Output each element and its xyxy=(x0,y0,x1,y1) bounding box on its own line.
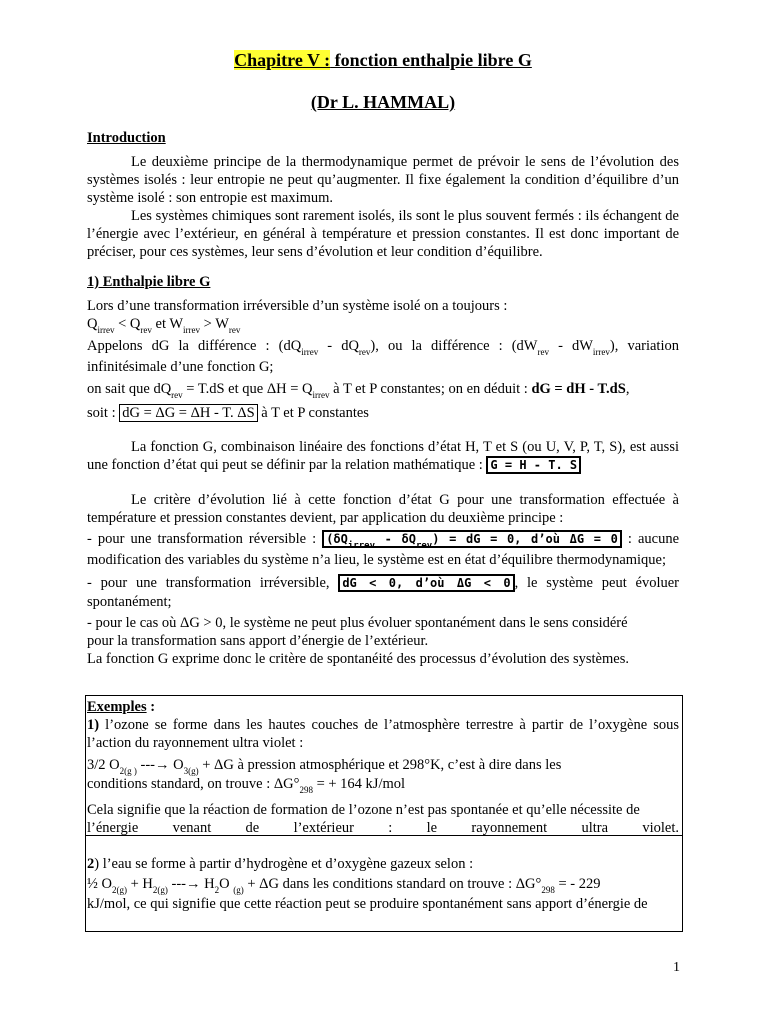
criteria-section xyxy=(87,491,679,668)
page-number: 1 xyxy=(673,960,680,975)
example-2-conclusion: kJ/mol, ce qui signifie que cette réaction peut se produire spontanément sans apport d’énergie de xyxy=(87,896,648,912)
positive-criterion-line-1: - pour le cas où ΔG > 0, le système ne peut plus évoluer spontanément dans le sens considéré xyxy=(87,615,628,631)
intro-paragraph-1: Le deuxième principe de la thermodynamique permet de prévoir le sens de l’évolution des systèmes isolés : leur entropie ne peut qu’augmenter. Il fixe également la condition d’équilibre d’un système isolé : son entropie est maximum. xyxy=(87,154,679,206)
section-1-heading: 1) Enthalpie libre G xyxy=(87,274,211,290)
intro-heading: Introduction xyxy=(87,130,166,146)
section-1-line-4: on sait que $dQ_{rev} = T.dS$ et que $\Delta H = Q_{irrev}$ à T et P constantes; on en déduit : dG = dH - T.dS, xyxy=(87,381,630,400)
g-definition-paragraph: La fonction G, combinaison linéaire des fonctions d’état H, T et S (ou U, V, P, T, S), est aussi une fonction d’état qui peut se définir par la relation mathématique : G = H - T. S xyxy=(87,439,679,473)
positive-criterion-line-2: pour la transformation sans apport d’énergie de l’extérieur. xyxy=(87,633,429,649)
chapter-name: fonction enthalpie libre G xyxy=(330,50,532,70)
example-1-equation: 3/2 $O_{2(g )}$ ---→ $O_{3(g)} + \Delta G$ à pression atmosphérique et 298°K, c’est à dire dans les xyxy=(87,757,562,776)
example-2 xyxy=(87,855,679,913)
example-2-equation: ½ $O_{2(g)} + H_{2(g)}$ ---→ $H_2O$ $_{(g)}$ + ΔG dans les conditions standard on trouve : $\Delta G^\circ_{298}$ = - 229 xyxy=(87,876,601,895)
reversible-box: $(\delta Q_{irrev} - \delta Q_{rev})$ = dG = 0, d’où ΔG = 0 xyxy=(322,530,622,548)
example-2-intro: 2) l’eau se forme à partir d’hydrogène et d’oxygène gazeux selon : xyxy=(87,856,474,872)
example-1-conclusion-2: l’énergie venant de l’extérieur : le rayonnement ultra violet. xyxy=(87,820,679,836)
g-definition-box: G = H - T. S xyxy=(486,456,581,474)
conclusion-line: La fonction G exprime donc le critère de spontanéité des processus d’évolution des systèmes. xyxy=(87,651,629,667)
example-1 xyxy=(87,698,679,837)
chapter-title xyxy=(87,50,679,71)
intro-paragraph-2: Les systèmes chimiques sont rarement isolés, ils sont le plus souvent fermés : ils échangent de l’énergie avec l’extérieur, en général à température et pression constantes. Il est donc important de préciser, pour ces systèmes, leur sens d’évolution et leur condition d’équilibre. xyxy=(87,208,679,260)
criteria-intro: Le critère d’évolution lié à cette fonction d’état G pour une transformation effectuée à température et pression constantes devient, par application du deuxième principe : xyxy=(87,492,679,526)
example-1-intro: 1) l’ozone se forme dans les hautes couches de l’atmosphère terrestre à partir de l’oxygène sous l’action du rayonnement ultra violet : xyxy=(87,717,679,751)
author-line: (Dr L. HAMMAL) xyxy=(310,92,456,112)
examples-heading-line: Exemples : xyxy=(87,699,156,715)
section-1 xyxy=(87,273,679,422)
irreversible-criterion: - pour une transformation irréversible, dG < 0, d’où ΔG < 0 , le système peut évoluer spontanément; xyxy=(87,575,679,610)
dg-relation: dG = dH - T.dS xyxy=(531,381,626,397)
chapter-label: Chapitre V : xyxy=(234,50,331,70)
intro-section xyxy=(87,129,679,261)
section-1-line-1: Lors d’une transformation irréversible d’un système isolé on a toujours : xyxy=(87,298,508,314)
section-1-line-3: Appelons dG la différence : $(dQ_{irrev} - dQ_{rev})$, ou la différence : $(dW_{rev} - dW_{irrev})$, variation infinitésimale d’une fonction G; xyxy=(87,338,679,375)
section-1-line-5: soit : dG = ΔG = ΔH - T. ΔS à T et P constantes xyxy=(87,405,369,421)
examples-heading: Exemples xyxy=(87,699,147,715)
reversible-criterion: - pour une transformation réversible : $(\delta Q_{irrev} - \delta Q_{rev})$ = dG = 0, d’où ΔG = 0 : aucune modification des variables du système n’a lieu, le système est en état d’équilibre thermodynamique; xyxy=(87,531,679,568)
dg-box: dG = ΔG = ΔH - T. ΔS xyxy=(119,404,257,422)
example-1-conditions: conditions standard, on trouve : $\Delta G^\circ_{298}$ = + 164 kJ/mol xyxy=(87,776,406,795)
example-1-conclusion-1: Cela signifie que la réaction de formation de l’ozone n’est pas spontanée et qu’elle nécessite de xyxy=(87,802,640,818)
irreversible-box: dG < 0, d’où ΔG < 0 xyxy=(338,574,514,592)
section-1-line-2: $Q_{irrev} < Q_{rev}$ et $W_{irrev} > W_{rev}$ xyxy=(87,316,241,335)
